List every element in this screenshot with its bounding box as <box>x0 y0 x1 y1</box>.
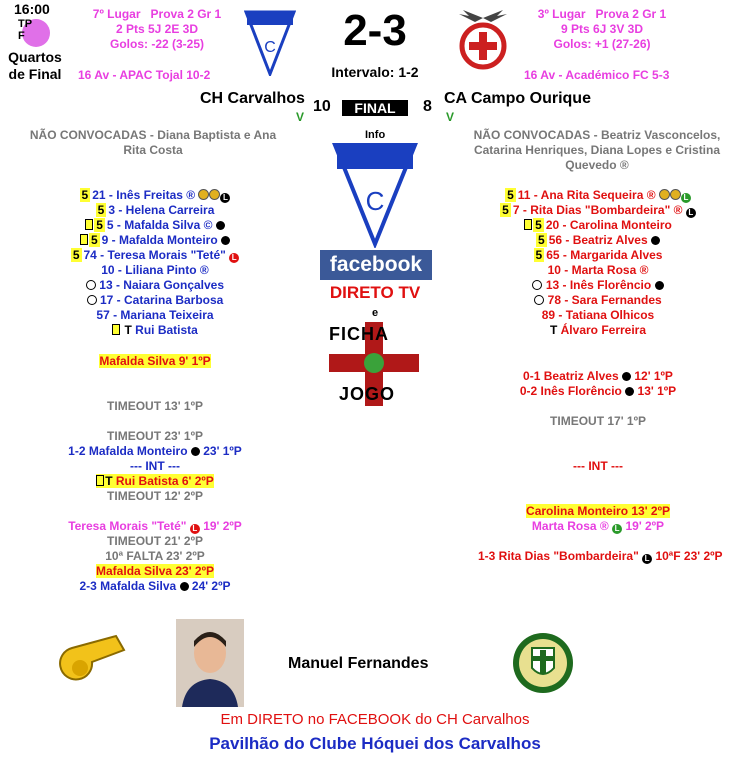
list-item: 10 - Marta Rosa ® <box>547 263 649 277</box>
home-players-count: 10 <box>313 98 331 115</box>
home-standing: 7º Lugar Prova 2 Gr 1 2 Pts 5J 2E 3D Golos: -22 (3-25) <box>92 7 222 51</box>
tpf-logo-icon: TP F <box>22 19 50 47</box>
away-player-list <box>478 188 718 338</box>
event-item: Teresa Morais "Teté" L 19' 2ºP <box>68 519 242 533</box>
e-label: e <box>371 307 379 319</box>
direto-tv-link[interactable]: DIRETO TV <box>329 283 421 302</box>
event-item: Marta Rosa ® L 19' 2ºP <box>531 519 665 533</box>
list-item: 5 65 - Margarida Alves <box>535 248 663 262</box>
facebook-button[interactable]: facebook <box>320 250 432 280</box>
list-item: 5 5 - Mafalda Silva © <box>40 218 270 233</box>
event-item: Mafalda Silva 23' 2ºP <box>96 564 214 578</box>
referee-avatar <box>176 619 244 707</box>
stage-label: Quartos de Final <box>8 49 62 82</box>
away-club-logo-icon <box>455 6 511 70</box>
event-item: TIMEOUT 13' 1ºP <box>107 399 203 413</box>
away-event-list <box>478 369 723 564</box>
event-item: T Rui Batista 6' 2ºP <box>40 474 270 489</box>
list-item: 17 - Catarina Barbosa <box>40 293 270 308</box>
jogo-label: JOGO <box>339 384 396 404</box>
away-players-count: 8 <box>423 98 432 115</box>
away-v-mark: V <box>446 110 455 124</box>
final-badge: FINAL <box>342 100 408 116</box>
list-item: T Álvaro Ferreira <box>549 323 647 337</box>
event-item: --- INT --- <box>130 459 180 473</box>
list-item: 5 20 - Carolina Monteiro <box>478 218 718 233</box>
home-absent: NÃO CONVOCADAS - Diana Baptista e Ana Rita Costa <box>29 128 277 157</box>
home-event-list <box>40 354 270 594</box>
list-item: 5 21 - Inês Freitas ® L <box>40 188 270 203</box>
list-item: 5 56 - Beatriz Alves <box>478 233 718 248</box>
list-item: 13 - Inês Florêncio <box>478 278 718 293</box>
venue-label: Pavilhão do Clube Hóquei dos Carvalhos <box>209 734 541 753</box>
info-label: Info <box>365 129 386 141</box>
event-item: TIMEOUT 12' 2ºP <box>107 489 203 503</box>
list-item: 5 74 - Teresa Morais "Teté" L <box>40 248 270 263</box>
home-team-name: CH Carvalhos <box>200 90 305 107</box>
list-item: 10 - Liliana Pinto ® <box>101 263 209 277</box>
person-icon <box>176 619 244 707</box>
away-standing: 3º Lugar Prova 2 Gr 1 9 Pts 6J 3V 3D Golos: +1 (27-26) <box>537 7 667 51</box>
list-item: 5 7 - Rita Dias "Bombardeira" ® L <box>478 203 718 218</box>
away-absent: NÃO CONVOCADAS - Beatriz Vasconcelos, Catarina Henriques, Diana Lopes e Cristina Quevedo ® <box>473 128 721 172</box>
list-item: 13 - Naiara Gonçalves <box>40 278 270 293</box>
event-item: 0-2 Inês Florêncio 13' 1ºP <box>519 384 677 398</box>
federation-badge-icon <box>512 632 574 694</box>
home-player-list <box>40 188 270 338</box>
match-time: 16:00 <box>14 1 50 17</box>
interval-score: Intervalo: 1-2 <box>331 64 419 80</box>
list-item: 5 9 - Mafalda Monteiro <box>40 233 270 248</box>
event-item: 0-1 Beatriz Alves 12' 1ºP <box>523 369 673 383</box>
event-item: TIMEOUT 23' 1ºP <box>107 429 203 443</box>
svg-text:C: C <box>365 186 385 216</box>
ficha-label: FICHA <box>329 324 389 344</box>
event-item: 2-3 Mafalda Silva 24' 2ºP <box>79 579 231 593</box>
event-item: 10ª FALTA 23' 2ºP <box>105 549 205 563</box>
event-item: TIMEOUT 17' 1ºP <box>550 414 646 428</box>
whistle-icon <box>52 632 132 688</box>
list-item: T Rui Batista <box>40 323 270 338</box>
away-last-game: 16 Av - Académico FC 5-3 <box>524 68 670 82</box>
list-item: 57 - Mariana Teixeira <box>96 308 214 322</box>
list-item: 5 3 - Helena Carreira <box>97 203 215 217</box>
event-item: Carolina Monteiro 13' 2ºP <box>526 504 670 518</box>
ficha-jogo-button[interactable] <box>325 318 423 410</box>
event-item: 1-2 Mafalda Monteiro 23' 1ºP <box>68 444 242 458</box>
svg-text:C: C <box>264 39 276 56</box>
home-v-mark: V <box>296 110 305 124</box>
event-item: TIMEOUT 21' 2ºP <box>107 534 203 548</box>
list-item: 89 - Tatiana Olhicos <box>541 308 655 322</box>
broadcast-link[interactable]: Em DIRETO no FACEBOOK do CH Carvalhos <box>220 711 530 728</box>
event-item: Mafalda Silva 9' 1ºP <box>99 354 211 368</box>
home-club-logo-icon <box>244 10 296 76</box>
referee-name: Manuel Fernandes <box>288 655 429 672</box>
home-last-game: 16 Av - APAC Tojal 10-2 <box>78 68 211 82</box>
score: 2-3 <box>343 6 407 55</box>
list-item: 78 - Sara Fernandes <box>478 293 718 308</box>
event-item: 1-3 Rita Dias "Bombardeira" L 10ªF 23' 2ºP <box>478 549 723 563</box>
list-item: 5 11 - Ana Rita Sequeira ® L <box>478 188 718 203</box>
info-club-logo-icon[interactable] <box>332 142 418 248</box>
event-item: --- INT --- <box>573 459 623 473</box>
away-team-name: CA Campo Ourique <box>444 90 591 107</box>
